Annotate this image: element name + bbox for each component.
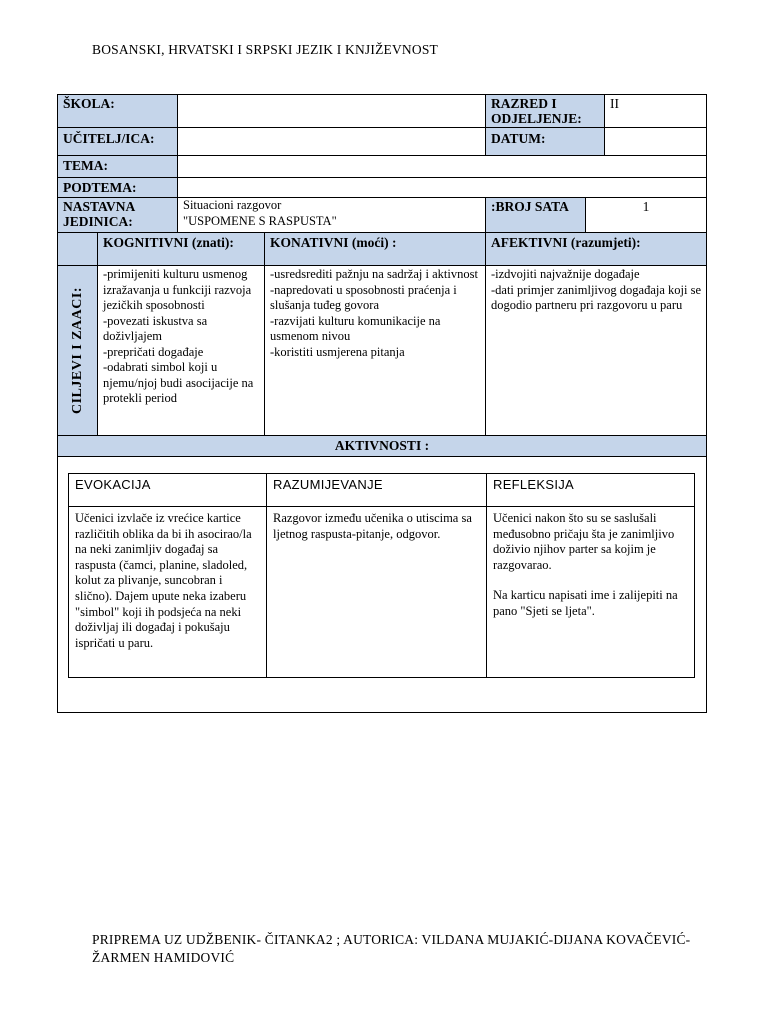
cognitive-goals	[97, 265, 265, 436]
evocation-text: Učenici izvlače iz vrećice kartice različitih oblika da bi ih asocirao/la na neki zanimljiv događaj sa raspusta (čamci, planine, sladoled, kolut za plivanje, suncobran i slično). Dajem upute neka izaberu "simbol" koji ih podsjeća na neki doživljaj ili događaj i pokušaju ispričati u paru.	[68, 506, 267, 678]
date-label: DATUM:	[485, 127, 605, 156]
goals-side-label-text: CILJEVI I ZAACI:	[70, 286, 85, 415]
document-footer: PRIPREMA UZ UDŽBENIK- ČITANKA2 ; AUTORICA: VILDANA MUJAKIĆ-DIJANA KOVAČEVIĆ- ŽARMEN HAMIDOVIĆ	[92, 932, 691, 965]
unit-value-line1: Situacioni razgovor	[183, 198, 282, 212]
topic-label: TEMA:	[57, 155, 178, 178]
cognitive-goal-item: -povezati iskustva sa doživljajem	[103, 313, 208, 343]
cognitive-header: KOGNITIVNI (znati):	[97, 232, 265, 266]
subtopic-value	[177, 177, 707, 198]
cognitive-goal-item: -prepričati događaje	[103, 344, 204, 359]
conative-header: KONATIVNI (moći) :	[264, 232, 486, 266]
unit-label: NASTAVNA JEDINICA:	[57, 197, 178, 233]
activities-title: AKTIVNOSTI :	[57, 435, 707, 457]
unit-value-line2: "USPOMENE S RASPUSTA"	[183, 213, 337, 228]
reflection-text-part1: Učenici nakon što su se saslušali međusobno pričaju šta je zanimljivo doživio njihov parter sa kojim je razgovarao.	[493, 511, 675, 572]
cognitive-goal-item: -primijeniti kulturu usmenog izražavanja u funkciji razvoja jezičkih sposobnosti	[103, 267, 252, 312]
conative-goal-item: -koristiti usmjerena pitanja	[270, 344, 405, 359]
school-value	[177, 94, 486, 128]
conative-goal-item: -usredsrediti pažnju na sadržaj i aktivnost	[270, 267, 478, 281]
lesson-count-label: :BROJ SATA	[485, 197, 586, 233]
topic-value	[177, 155, 707, 178]
reflection-text-part2: Na karticu napisati ime i zalijepiti na pano "Sjeti se ljeta".	[493, 588, 678, 618]
conative-goal-item: -napredovati u sposobnosti praćenja i slušanja tuđeg govora	[270, 282, 457, 312]
unit-value	[177, 197, 486, 233]
lesson-count-value: 1	[585, 197, 707, 233]
teacher-label: UČITELJ/ICA:	[57, 127, 178, 156]
class-value: II	[604, 94, 707, 128]
affective-header: AFEKTIVNI (razumjeti):	[485, 232, 707, 266]
conative-goals	[264, 265, 486, 436]
class-label: RAZRED I ODJELJENJE:	[485, 94, 605, 128]
reflection-text	[486, 506, 695, 678]
affective-goal-item: -dati primjer zanimljivog događaja koji se dogodio partneru pri razgovoru u paru	[491, 282, 702, 312]
evocation-header: EVOKACIJA	[68, 473, 267, 507]
document-header: BOSANSKI, HRVATSKI I SRPSKI JEZIK I KNJIŽEVNOST	[92, 42, 438, 57]
affective-goal-item: -izdvojiti najvažnije događaje	[491, 267, 640, 281]
teacher-value	[177, 127, 486, 156]
affective-goals	[485, 265, 707, 436]
date-value	[604, 127, 707, 156]
goals-side-label	[57, 265, 98, 436]
goals-corner	[57, 232, 98, 266]
reflection-header: REFLEKSIJA	[486, 473, 695, 507]
understanding-header: RAZUMIJEVANJE	[266, 473, 487, 507]
subtopic-label: PODTEMA:	[57, 177, 178, 198]
school-label: ŠKOLA:	[57, 94, 178, 128]
understanding-text: Razgovor između učenika o utiscima sa ljetnog raspusta-pitanje, odgovor.	[266, 506, 487, 678]
cognitive-goal-item: -odabrati simbol koji u njemu/njoj budi asocijacije na protekli period	[103, 360, 254, 405]
conative-goal-item: -razvijati kulturu komunikacije na usmenom nivou	[270, 313, 441, 343]
